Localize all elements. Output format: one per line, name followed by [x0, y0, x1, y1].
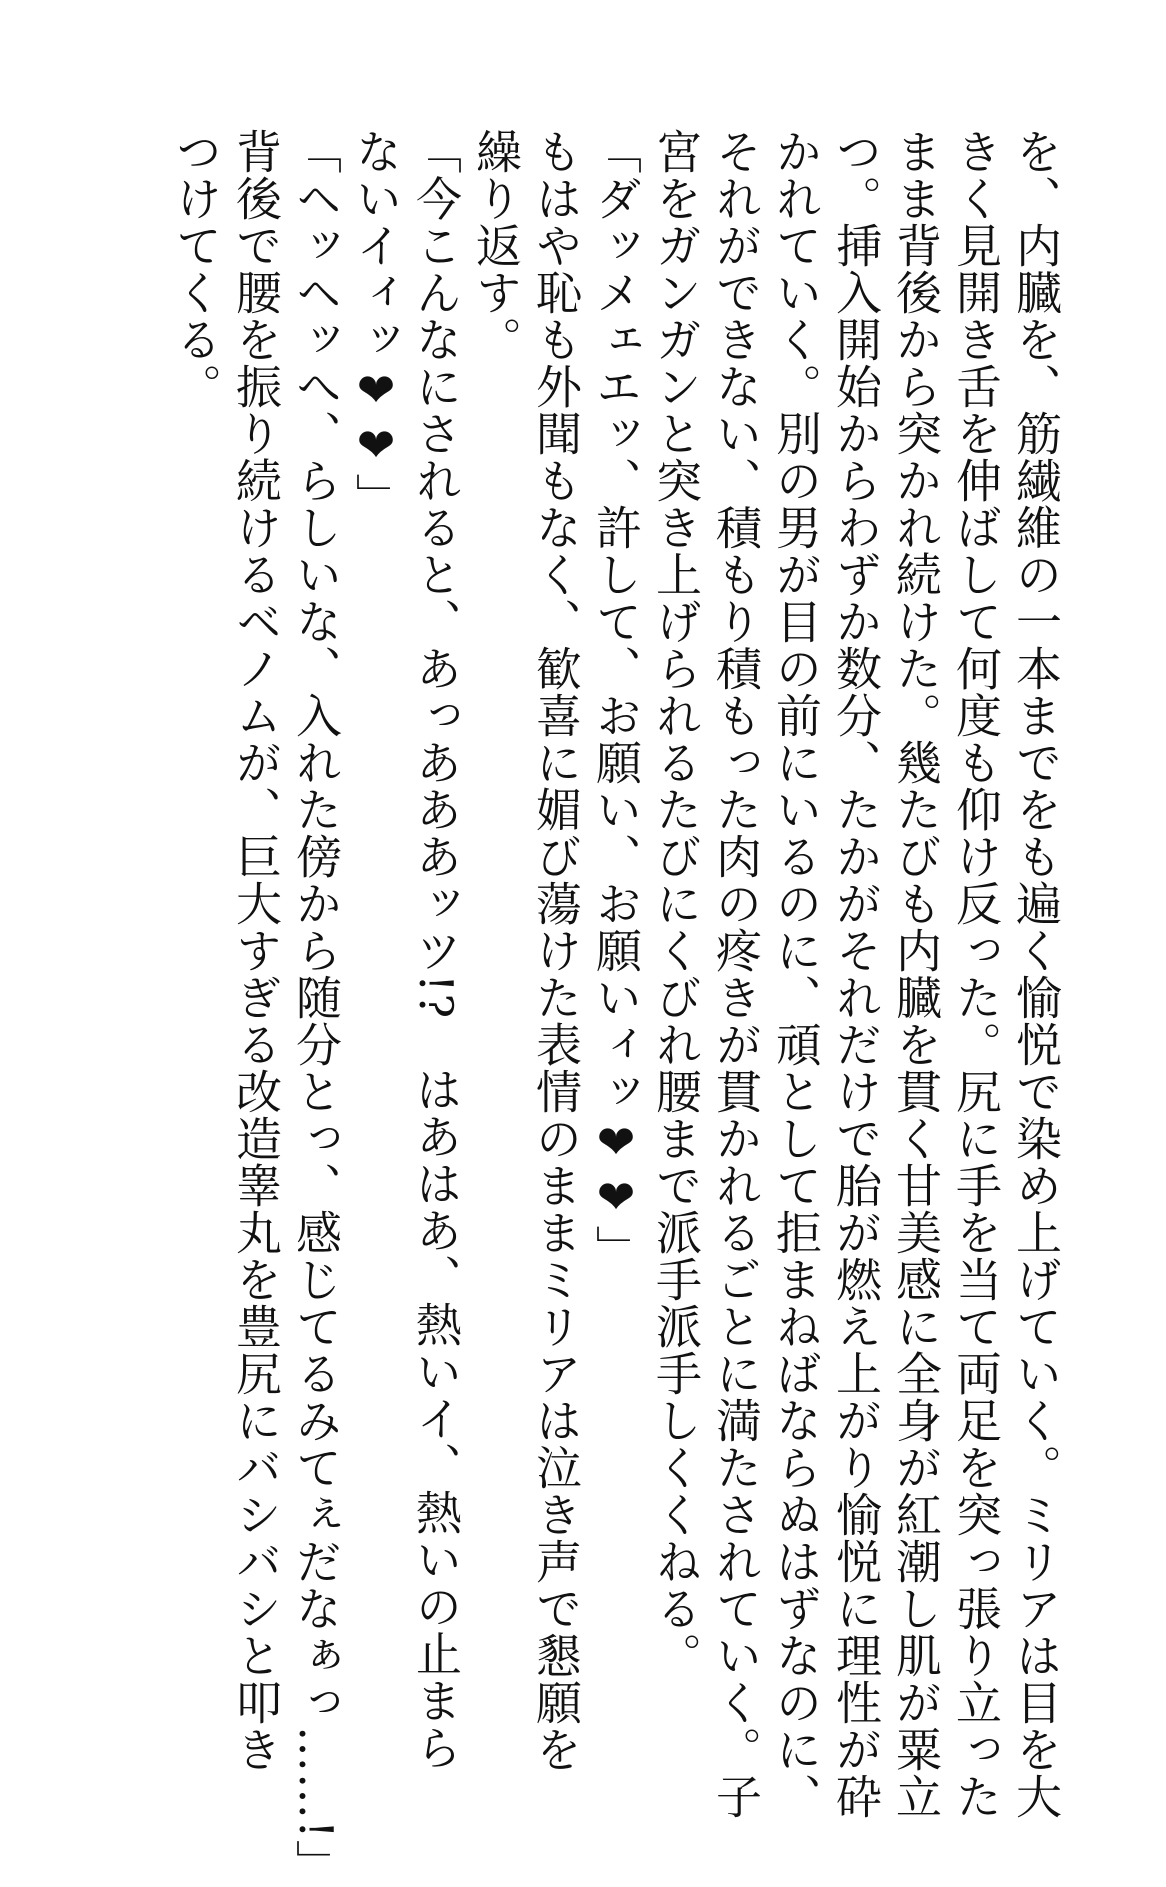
text-line: かれていく。別の男が目の前にいるのに、頑として拒まねばならぬはずなのに、 [769, 128, 823, 1820]
text-line: を、内臓を、筋繊維の一本までをも遍く愉悦で染め上げていく。ミリアは目を大 [1009, 128, 1063, 1820]
text-line: つけてくる。 [169, 128, 223, 410]
text-line: 繰り返す。 [469, 128, 523, 363]
dialogue-line: 「今こんなにされると、あっあああッツ!? はあはあ、熱いイ、熱いの止まら [409, 128, 463, 1772]
text-line: きく見開き舌を伸ばして何度も仰け反った。尻に手を当て両足を突っ張り立った [949, 128, 1003, 1820]
vertical-text-body [166, 128, 1066, 1887]
text-line: 背後で腰を振り続けるベノムが、巨大すぎる改造睾丸を豊尻にバシバシと叩き [229, 128, 283, 1773]
text-line: 宮をガンガンと突き上げられるたびにくびれ腰まで派手派手しくくねる。 [649, 128, 703, 1679]
dialogue-line: 「ヘッヘッへ、らしいな、入れた傍から随分とっ、感じてるみてぇだなぁっ……!」 [289, 128, 343, 1887]
dialogue-line: 「ダッメェエッ、許して、お願い、お願いィッ❤❤」 [589, 128, 643, 1272]
text-line: もはや恥も外聞もなく、歓喜に媚び蕩けた表情のままミリアは泣き声で懇願を [529, 128, 583, 1773]
text-line: それができない、積もり積もった肉の疼きが貫かれるごとに満たされていく。子 [709, 128, 763, 1820]
dialogue-line: ないイィッ❤❤」 [349, 128, 403, 520]
text-line: まま背後から突かれ続けた。幾たびも内臓を貫く甘美感に全身が紅潮し肌が粟立 [889, 128, 943, 1820]
text-line: つ。挿入開始からわずか数分、たかがそれだけで胎が燃え上がり愉悦に理性が砕 [829, 128, 883, 1820]
